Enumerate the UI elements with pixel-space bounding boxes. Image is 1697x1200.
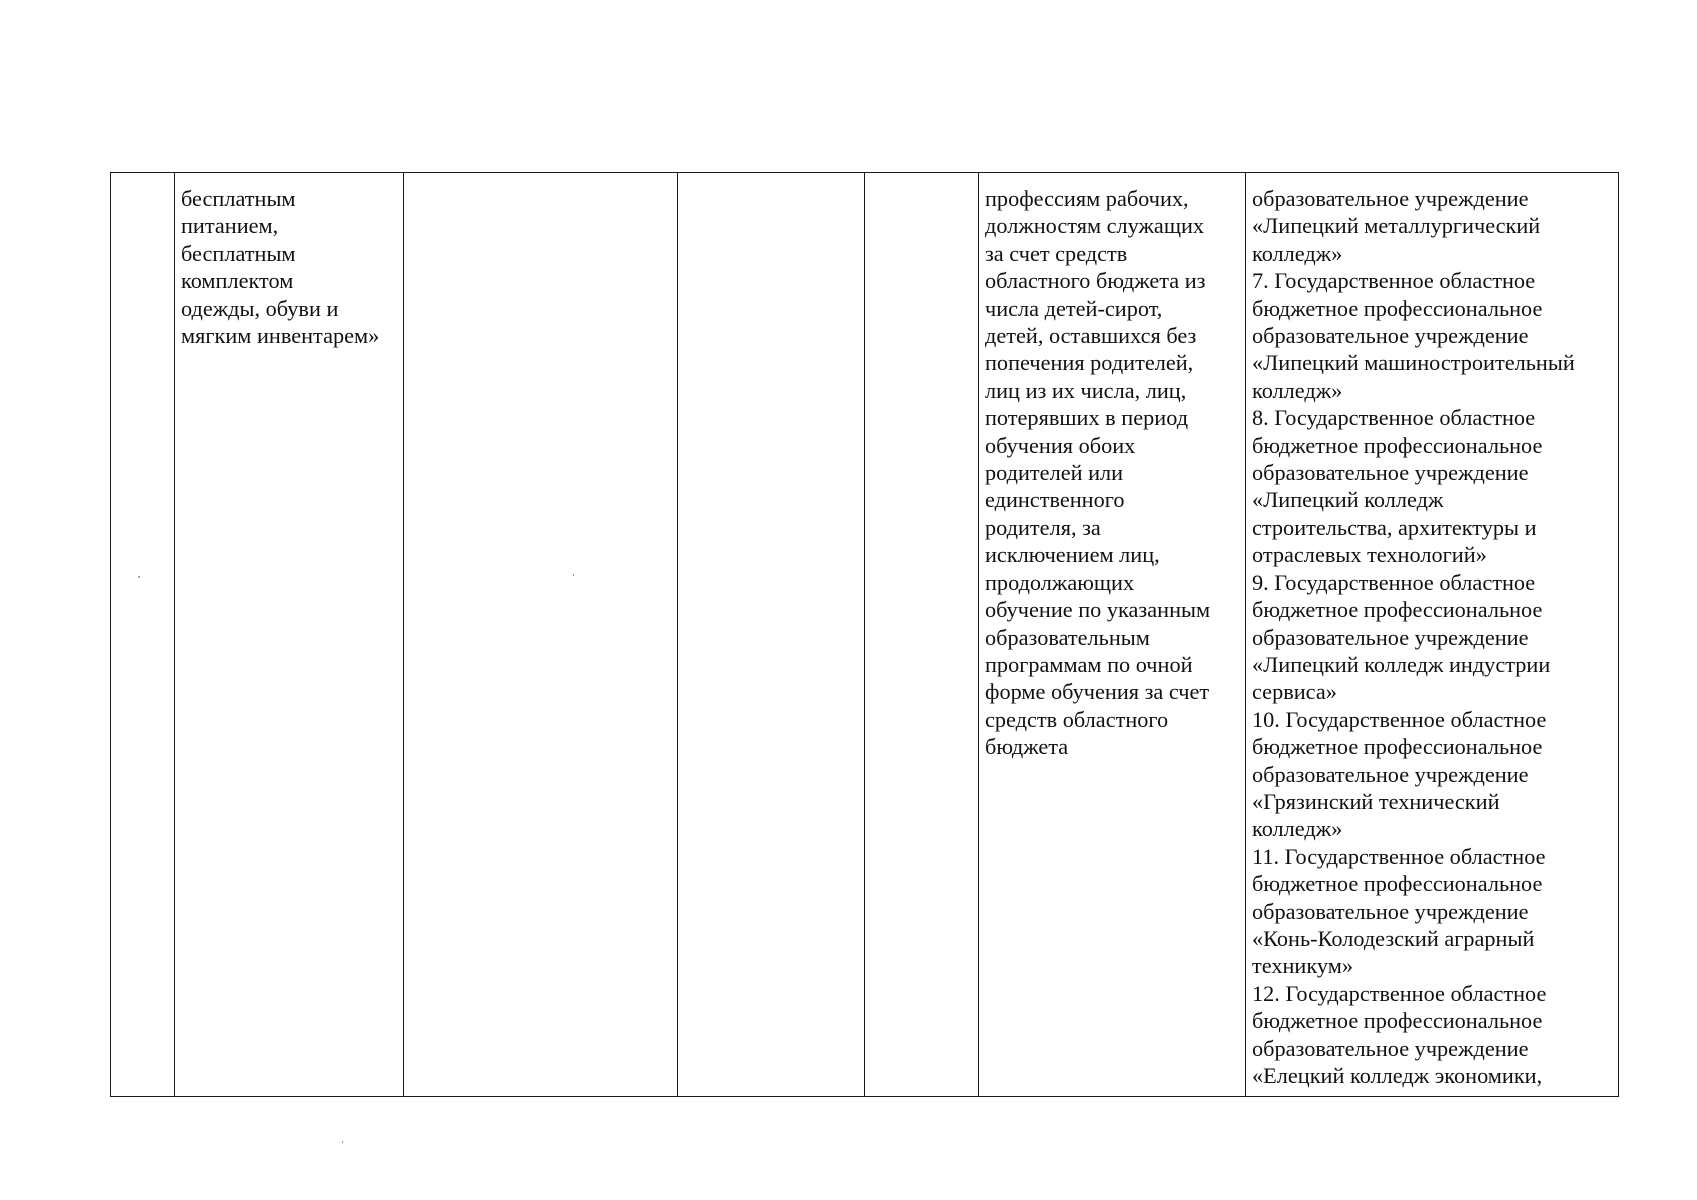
table-cell-measure-name bbox=[175, 173, 404, 1097]
table-cell-column-3 bbox=[404, 173, 678, 1097]
table-cell-recipients bbox=[979, 173, 1246, 1097]
document-table bbox=[110, 172, 1619, 1097]
cell-measure-name-text: бесплатным питанием, бесплатным комплектом одежды, обуви и мягким инвентарем» bbox=[181, 186, 380, 349]
table-cell-number bbox=[111, 173, 175, 1097]
cell-institutions-text: образовательное учреждение «Липецкий металлургический колледж» 7. Государственное областное бюджетное профессиональное образовательное учреждение «Липецкий машиностроительный колледж» 8. Государственное областное бюджетное профессиональное образовательное учреждение «Липецкий колледж строительства, архитектуры и отраслевых технологий» 9. Государственное областное бюджетное профессиональное образовательное учреждение «Липецкий колледж индустрии сервиса» 10. Государственное областное бюджетное профессиональное образовательное учреждение «Грязинский технический колледж» 11. Государственное областное бюджетное профессиональное образовательное учреждение «Конь-Колодезский аграрный техникум» 12. Государственное областное бюджетное профессиональное образовательное учреждение «Елецкий колледж экономики, bbox=[1252, 186, 1575, 1088]
table-cell-column-5 bbox=[865, 173, 979, 1097]
table-cell-column-4 bbox=[678, 173, 865, 1097]
scan-speck bbox=[342, 1141, 343, 1143]
scan-speck bbox=[573, 574, 574, 576]
scan-speck bbox=[138, 576, 140, 578]
cell-recipients-text: профессиям рабочих, должностям служащих за счет средств областного бюджета из числа детей-сирот, детей, оставшихся без попечения родителей, лиц из их числа, лиц, потерявших в период обучения обоих родителей или единственного родителя, за исключением лиц, продолжающих обучение по указанным образовательным программам по очной форме обучения за счет средств областного бюджета bbox=[985, 186, 1211, 760]
table-cell-institutions bbox=[1246, 173, 1619, 1097]
table-row bbox=[111, 173, 1619, 1097]
